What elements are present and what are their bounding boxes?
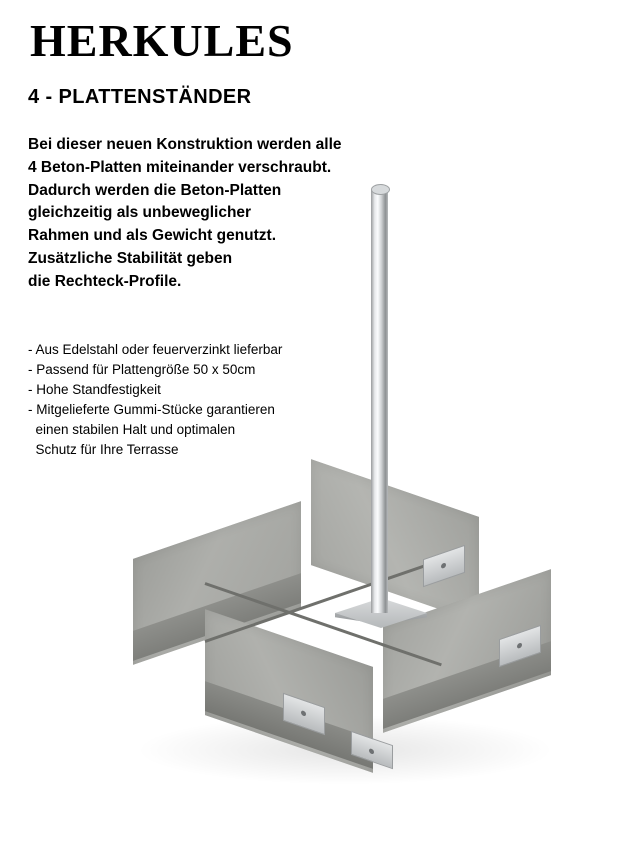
bracket-bolt-icon bbox=[369, 748, 374, 755]
feature-item: - Hohe Standfestigkeit bbox=[28, 381, 161, 397]
intro-line: die Rechteck-Profile. bbox=[28, 272, 182, 290]
intro-line: Zusätzliche Stabilität geben bbox=[28, 249, 233, 267]
feature-item: Schutz für Ihre Terrasse bbox=[28, 441, 179, 457]
product-illustration bbox=[95, 170, 605, 840]
mast-cap bbox=[371, 184, 390, 195]
intro-line: Rahmen und als Gewicht genutzt. bbox=[28, 227, 277, 245]
feature-item: - Aus Edelstahl oder feuerverzinkt lieferbar bbox=[28, 342, 283, 357]
intro-line: Bei dieser neuen Konstruktion werden alle bbox=[28, 136, 342, 153]
bracket-bolt-icon bbox=[517, 642, 522, 649]
illustration-stage bbox=[95, 170, 605, 840]
brand-title: HERKULES bbox=[30, 15, 294, 66]
intro-line: Dadurch werden die Beton-Platten bbox=[28, 181, 282, 199]
bracket-bolt-icon bbox=[301, 710, 306, 717]
bracket-bolt-icon bbox=[441, 562, 446, 569]
steel-mast bbox=[371, 188, 388, 613]
product-subtitle: 4 - PLATTENSTÄNDER bbox=[28, 86, 252, 108]
feature-item: einen stabilen Halt und optimalen bbox=[28, 421, 236, 437]
intro-line: gleichzeitig als unbeweglicher bbox=[28, 204, 252, 222]
feature-item: - Passend für Plattengröße 50 x 50cm bbox=[28, 361, 256, 377]
intro-line: 4 Beton-Platten miteinander verschraubt. bbox=[28, 158, 332, 176]
feature-item: - Mitgelieferte Gummi-Stücke garantieren bbox=[28, 401, 275, 417]
concrete-slab-back-right bbox=[311, 459, 479, 623]
